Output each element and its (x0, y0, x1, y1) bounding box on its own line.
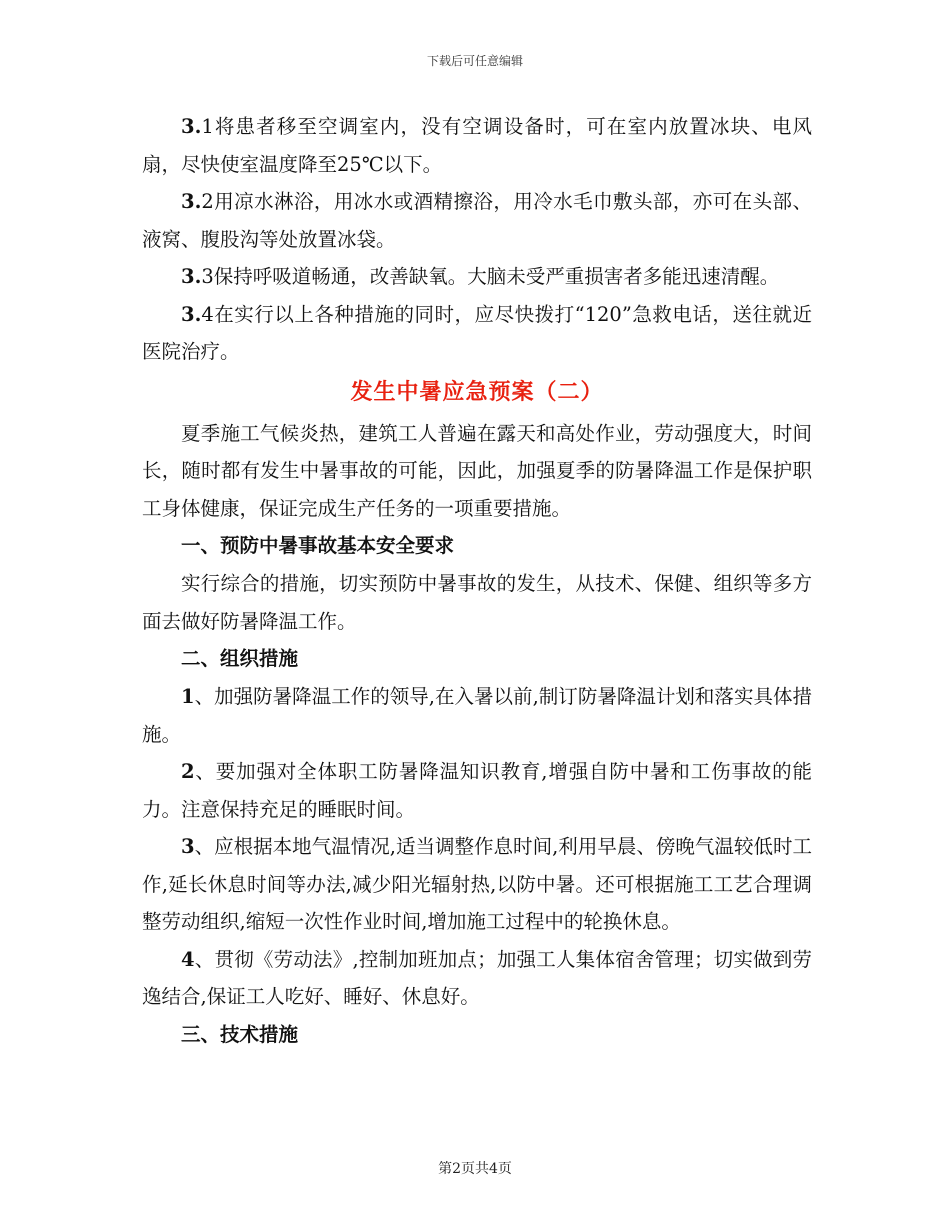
item-text: 、要加强对全体职工防暑降温知识教育,增强自防中暑和工伤事故的能力。注意保持充足的睡眠时间。 (142, 760, 812, 821)
item-text: 、贯彻《劳动法》,控制加班加点；加强工人集体宿舍管理；切实做到劳逸结合,保证工人吃好、睡好、休息好。 (142, 947, 812, 1008)
item-text: 4在实行以上各种措施的同时，应尽快拨打“120”急救电话，送往就近医院治疗。 (142, 302, 812, 363)
item-number: 3. (181, 302, 202, 326)
prevention-text: 实行综合的措施，切实预防中暑事故的发生，从技术、保健、组织等多方面去做好防暑降温工作。 (142, 572, 812, 633)
item-number: 4 (181, 947, 195, 971)
plan-title: 发生中暑应急预案（二） (350, 379, 604, 405)
item-text: 3保持呼吸道畅通，改善缺氧。大脑未受严重损害者多能迅速清醒。 (201, 265, 780, 288)
section-heading-prevention: 一、预防中暑事故基本安全要求 (181, 534, 455, 557)
item-text: 1将患者移至空调室内，没有空调设备时，可在室内放置冰块、电风扇，尽快使室温度降至25℃以下。 (142, 115, 812, 176)
item-text: 、应根据本地气温情况,适当调整作息时间,利用早晨、傍晚气温较低时工作,延长休息时间等办法,减少阳光辐射热,以防中暑。还可根据施工工艺合理调整劳动组织,缩短一次性作业时间,增加施工过程中的轮换休息。 (142, 835, 812, 933)
section-heading-technical: 三、技术措施 (181, 1022, 299, 1046)
page-header: 下载后可任意编辑 (426, 54, 523, 68)
first-aid-item-1 (142, 108, 812, 183)
item-number: 3. (181, 115, 202, 138)
item-number: 1 (181, 685, 195, 708)
first-aid-item-4 (142, 296, 812, 371)
section-heading-organization: 二、组织措施 (181, 647, 299, 670)
org-item-2 (142, 753, 812, 828)
org-item-4 (142, 941, 812, 1016)
item-number: 2 (181, 760, 195, 783)
org-item-3 (142, 828, 812, 941)
item-number: 3. (181, 265, 202, 288)
document-body (142, 108, 812, 1054)
org-item-1 (142, 678, 812, 753)
item-text: 2用凉水淋浴，用冰水或酒精擦浴，用冷水毛巾敷头部，亦可在头部、液窝、腹股沟等处放置冰袋。 (142, 190, 812, 251)
item-number: 3 (181, 835, 195, 858)
item-text: 、加强防暑降温工作的领导,在入暑以前,制订防暑降温计划和落实具体措施。 (142, 685, 812, 746)
item-number: 3. (181, 190, 202, 213)
page-footer: 第2页共4页 (438, 1161, 512, 1177)
first-aid-item-2 (142, 183, 812, 258)
first-aid-item-3 (142, 258, 812, 296)
plan-intro: 夏季施工气候炎热，建筑工人普遍在露天和高处作业，劳动强度大，时间长，随时都有发生中暑事故的可能，因此，加强夏季的防暑降温工作是保护职工身体健康，保证完成生产任务的一项重要措施。 (142, 421, 812, 520)
